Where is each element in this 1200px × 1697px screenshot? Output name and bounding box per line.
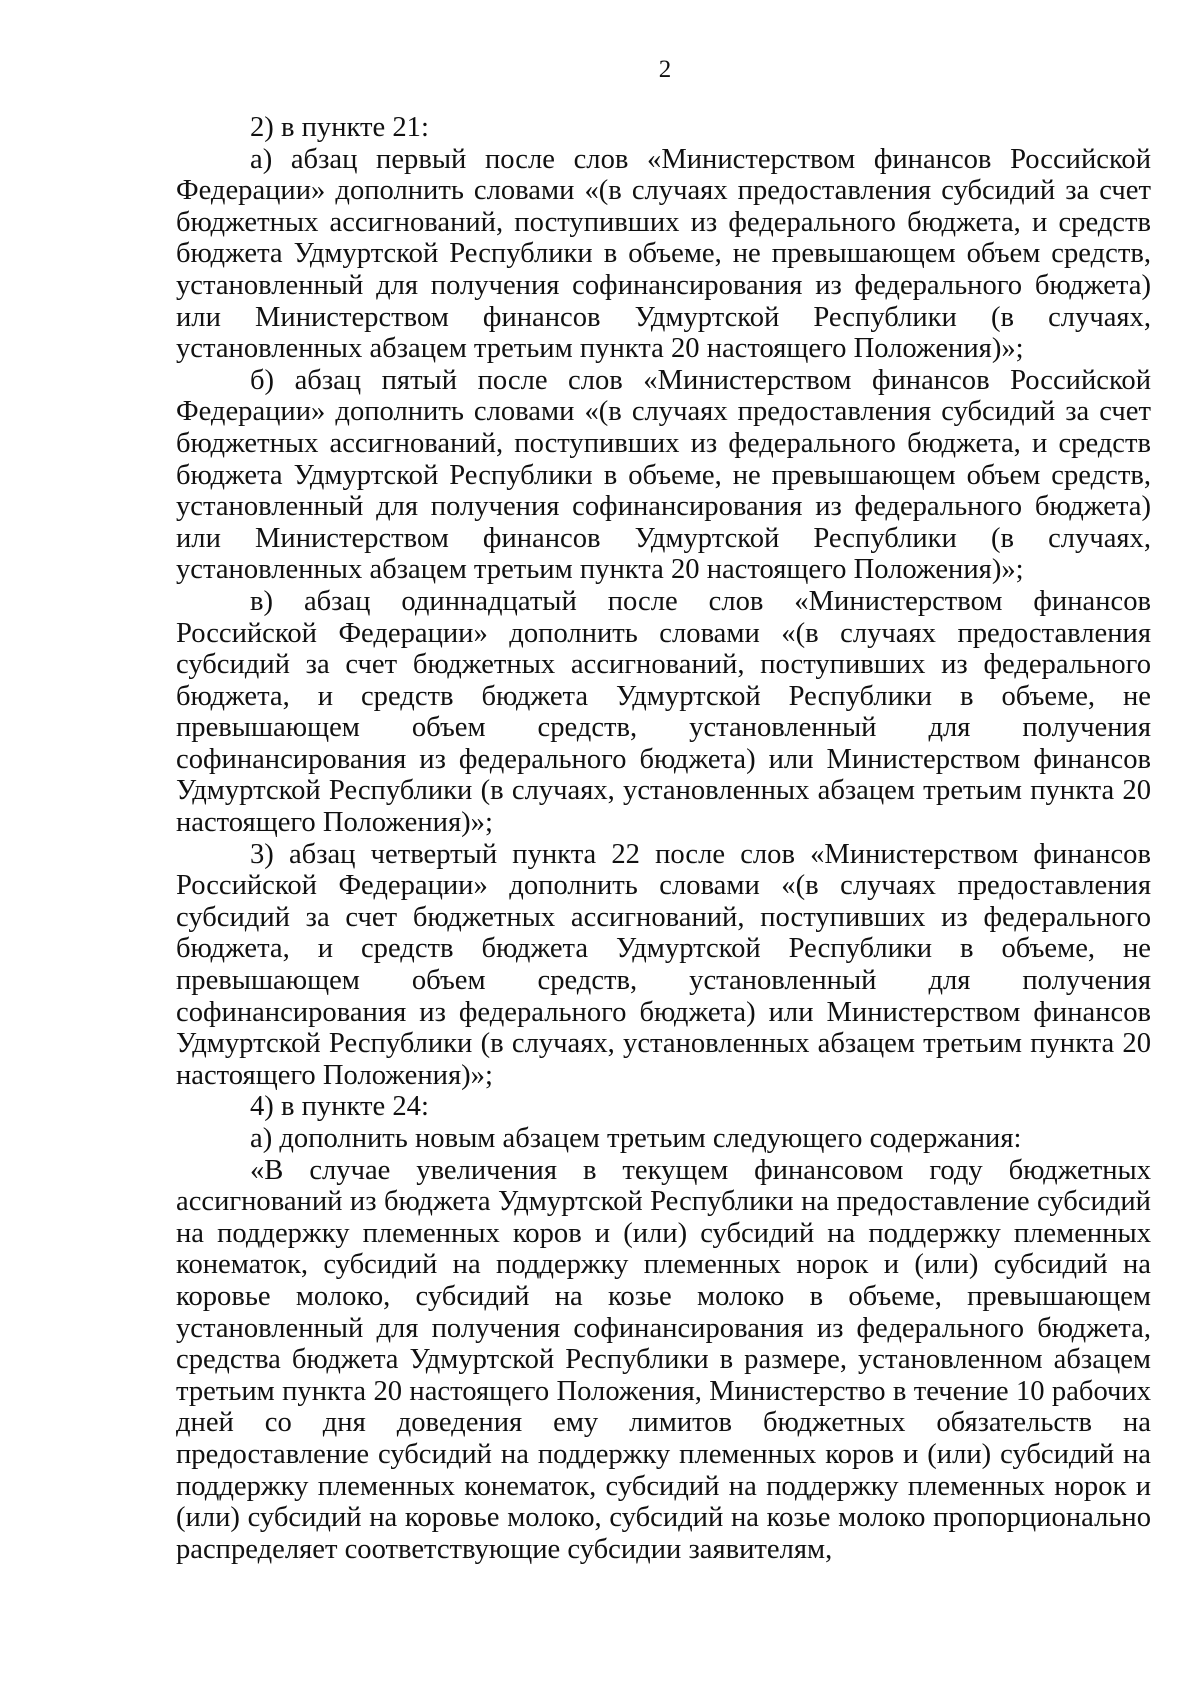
paragraph-item-2: 2) в пункте 21: [250,112,429,143]
paragraph-quoted-text: «В случае увеличения в текущем финансовом году бюджетных ассигнований из бюджета Удмуртской Республики на предоставление субсидий на поддержку племенных коров и (или) субсидий на поддержку племенных конематок, субсидий на поддержку племенных норок и (или) субсидий на коровье молоко, субсидий на козье молоко в объеме, превышающем установленный для получения софинансирования из федерального бюджета, средства бюджета Удмуртской Республики в размере, установленном абзацем третьим пункта 20 настоящего Положения, Министерство в течение 10 рабочих дней со дня доведения ему лимитов бюджетных обязательств на предоставление субсидий на поддержку племенных коров и (или) субсидий на поддержку племенных конематок, субсидий на поддержку племенных норок и (или) субсидий на коровье молоко, субсидий на козье молоко пропорционально распределяет соответствующие субсидии заявителям, [176,1154,1151,1565]
document-body [176,112,1151,1565]
paragraph-subitem-v: в) абзац одиннадцатый после слов «Министерством финансов Российской Федерации» дополнить словами «(в случаях предоставления субсидий за счет бюджетных ассигнований, поступивших из федерального бюджета, и средств бюджета Удмуртской Республики в объеме, не превышающем объем средств, установленный для получения софинансирования из федерального бюджета) или Министерством финансов Удмуртской Республики (в случаях, установленных абзацем третьим пункта 20 настоящего Положения)»; [176,585,1151,839]
page-number: 2 [658,56,672,83]
paragraph-subitem-a-2: а) дополнить новым абзацем третьим следующего содержания: [250,1123,1022,1154]
paragraph-item-4: 4) в пункте 24: [250,1091,429,1123]
paragraph-subitem-a: а) абзац первый после слов «Министерством финансов Российской Федерации» дополнить словами «(в случаях предоставления субсидий за счет бюджетных ассигнований, поступивших из федерального бюджета, и средств бюджета Удмуртской Республики в объеме, не превышающем объем средств, установленный для получения софинансирования из федерального бюджета) или Министерством финансов Удмуртской Республики (в случаях, установленных абзацем третьим пункта 20 настоящего Положения)»; [176,143,1151,365]
paragraph-item-3: 3) абзац четвертый пункта 22 после слов «Министерством финансов Российской Федерации» дополнить словами «(в случаях предоставления субсидий за счет бюджетных ассигнований, поступивших из федерального бюджета, и средств бюджета Удмуртской Республики в объеме, не превышающем объем средств, установленный для получения софинансирования из федерального бюджета) или Министерством финансов Удмуртской Республики (в случаях, установленных абзацем третьим пункта 20 настоящего Положения)»; [176,838,1151,1091]
paragraph-subitem-b: б) абзац пятый после слов «Министерством финансов Российской Федерации» дополнить словами «(в случаях предоставления субсидий за счет бюджетных ассигнований, поступивших из федерального бюджета, и средств бюджета Удмуртской Республики в объеме, не превышающем объем средств, установленный для получения софинансирования из федерального бюджета) или Министерством финансов Удмуртской Республики (в случаях, установленных абзацем третьим пункта 20 настоящего Положения)»; [176,364,1151,586]
